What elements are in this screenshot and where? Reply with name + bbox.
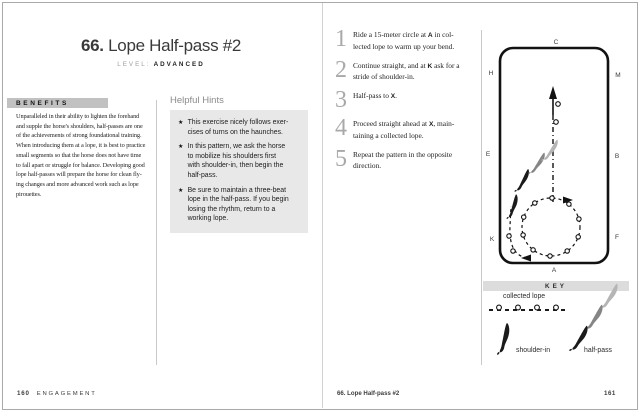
star-bullet-icon: ★ [178, 186, 184, 194]
exercise-title: Lope Half-pass #2 [108, 36, 242, 55]
footer-left [17, 390, 97, 397]
step-text: Ride a 15-meter circle at A in col- lected lope to warm up your bend. [353, 30, 455, 51]
benefits-heading-bar [7, 98, 108, 108]
key-heading: KEY [545, 282, 567, 290]
page-gutter-line [322, 3, 323, 408]
level-label: LEVEL: [117, 61, 151, 68]
horse-icon-shoulder-in [506, 193, 518, 220]
arena-border [500, 48, 608, 263]
circle-stride-markers [521, 196, 581, 258]
exercise-number: 66. [80, 36, 104, 55]
hint-text: In this pattern, we ask the horse to mobilize his shoulders first with shoulder-in, then begin the half-pass. [187, 143, 286, 179]
step-number: 2 [335, 56, 347, 83]
hint-text: This exercise nicely follows exer- cises of turns on the haunches. [187, 119, 289, 136]
arena-letter-k: K [489, 236, 495, 243]
horse-icon-half-pass-1 [514, 167, 530, 194]
level-value: ADVANCED [153, 61, 205, 68]
step-item [334, 87, 476, 114]
lope-stride-marker [511, 249, 515, 253]
shoulder-in-label: shoulder-in [516, 347, 551, 354]
arena-diagram [483, 30, 633, 280]
step-item [334, 115, 476, 142]
lope-stride-marker [554, 120, 559, 125]
lope-stride-marker [556, 102, 561, 107]
exercise-header [18, 36, 304, 68]
hint-item [178, 118, 301, 137]
arena-letter-a: A [551, 267, 557, 274]
footer-page-number-left: 160 [17, 390, 30, 397]
arena-letter-f: F [615, 234, 619, 241]
level-badge [18, 61, 304, 68]
footer-title: 66. Lope Half-pass #2 [337, 390, 400, 397]
horse-icon-half-pass-2 [528, 151, 547, 177]
step-text: Continue straight, and at K ask for a stride of shoulder-in. [353, 60, 460, 82]
footer-page-number-right: 161 [604, 390, 616, 397]
step-number: 1 [335, 26, 347, 52]
steps-list [334, 26, 476, 178]
hint-text: Be sure to maintain a three-beat lope in the half-pass. If you begin losing the rhythm, return to a working lope. [187, 186, 289, 223]
step-item [334, 26, 476, 53]
arena-letter-m: M [615, 72, 621, 79]
step-item [334, 145, 476, 172]
benefits-heading: BENEFITS [16, 99, 69, 107]
arena-letter-b: B [614, 153, 620, 160]
step-text: Half-pass to X. [353, 91, 398, 101]
circle-track [522, 198, 580, 256]
hint-item [178, 186, 301, 224]
helpful-hints-heading: Helpful Hints [170, 95, 224, 106]
arena-letter-h: H [488, 70, 494, 77]
step-number: 3 [335, 87, 347, 114]
step-number: 4 [335, 115, 347, 142]
step-text: Repeat the pattern in the opposite direction. [353, 149, 453, 170]
collected-lope-label: collected lope [503, 293, 546, 300]
star-bullet-icon: ★ [178, 143, 184, 151]
footer-section-label: ENGAGEMENT [36, 391, 97, 397]
step-number: 5 [335, 145, 347, 172]
half-pass-label: half-pass [584, 347, 612, 354]
arena-letter-c: C [553, 39, 559, 46]
step-item [334, 56, 476, 84]
right-column-divider [481, 30, 482, 365]
hint-item [178, 142, 301, 180]
arena-letter-e: E [485, 151, 491, 158]
page-title [18, 36, 304, 56]
shoulder-in-horse-icon [488, 312, 522, 368]
half-pass-horses-icon [563, 281, 633, 355]
benefits-text: Unparalleled in their ability to lighten the forehand and supple the horse's shoulders, half-passes are one of the achievements of strong foundational training. When introducing them at a lope, it is best to practice small segments so that the horse does not have time to fall apart or struggle for balance. Developing good lope half-passes will prepare the horse for clean fly- ing changes and more advanced work such as lope pirouettes. [16, 113, 146, 198]
horse-icon-half-pass-3 [541, 138, 560, 164]
lope-stride-marker [507, 234, 511, 238]
helpful-hints-box [170, 110, 308, 233]
step-text: Proceed straight ahead at X, main- taining a collected lope. [353, 119, 455, 140]
star-bullet-icon: ★ [178, 119, 184, 126]
